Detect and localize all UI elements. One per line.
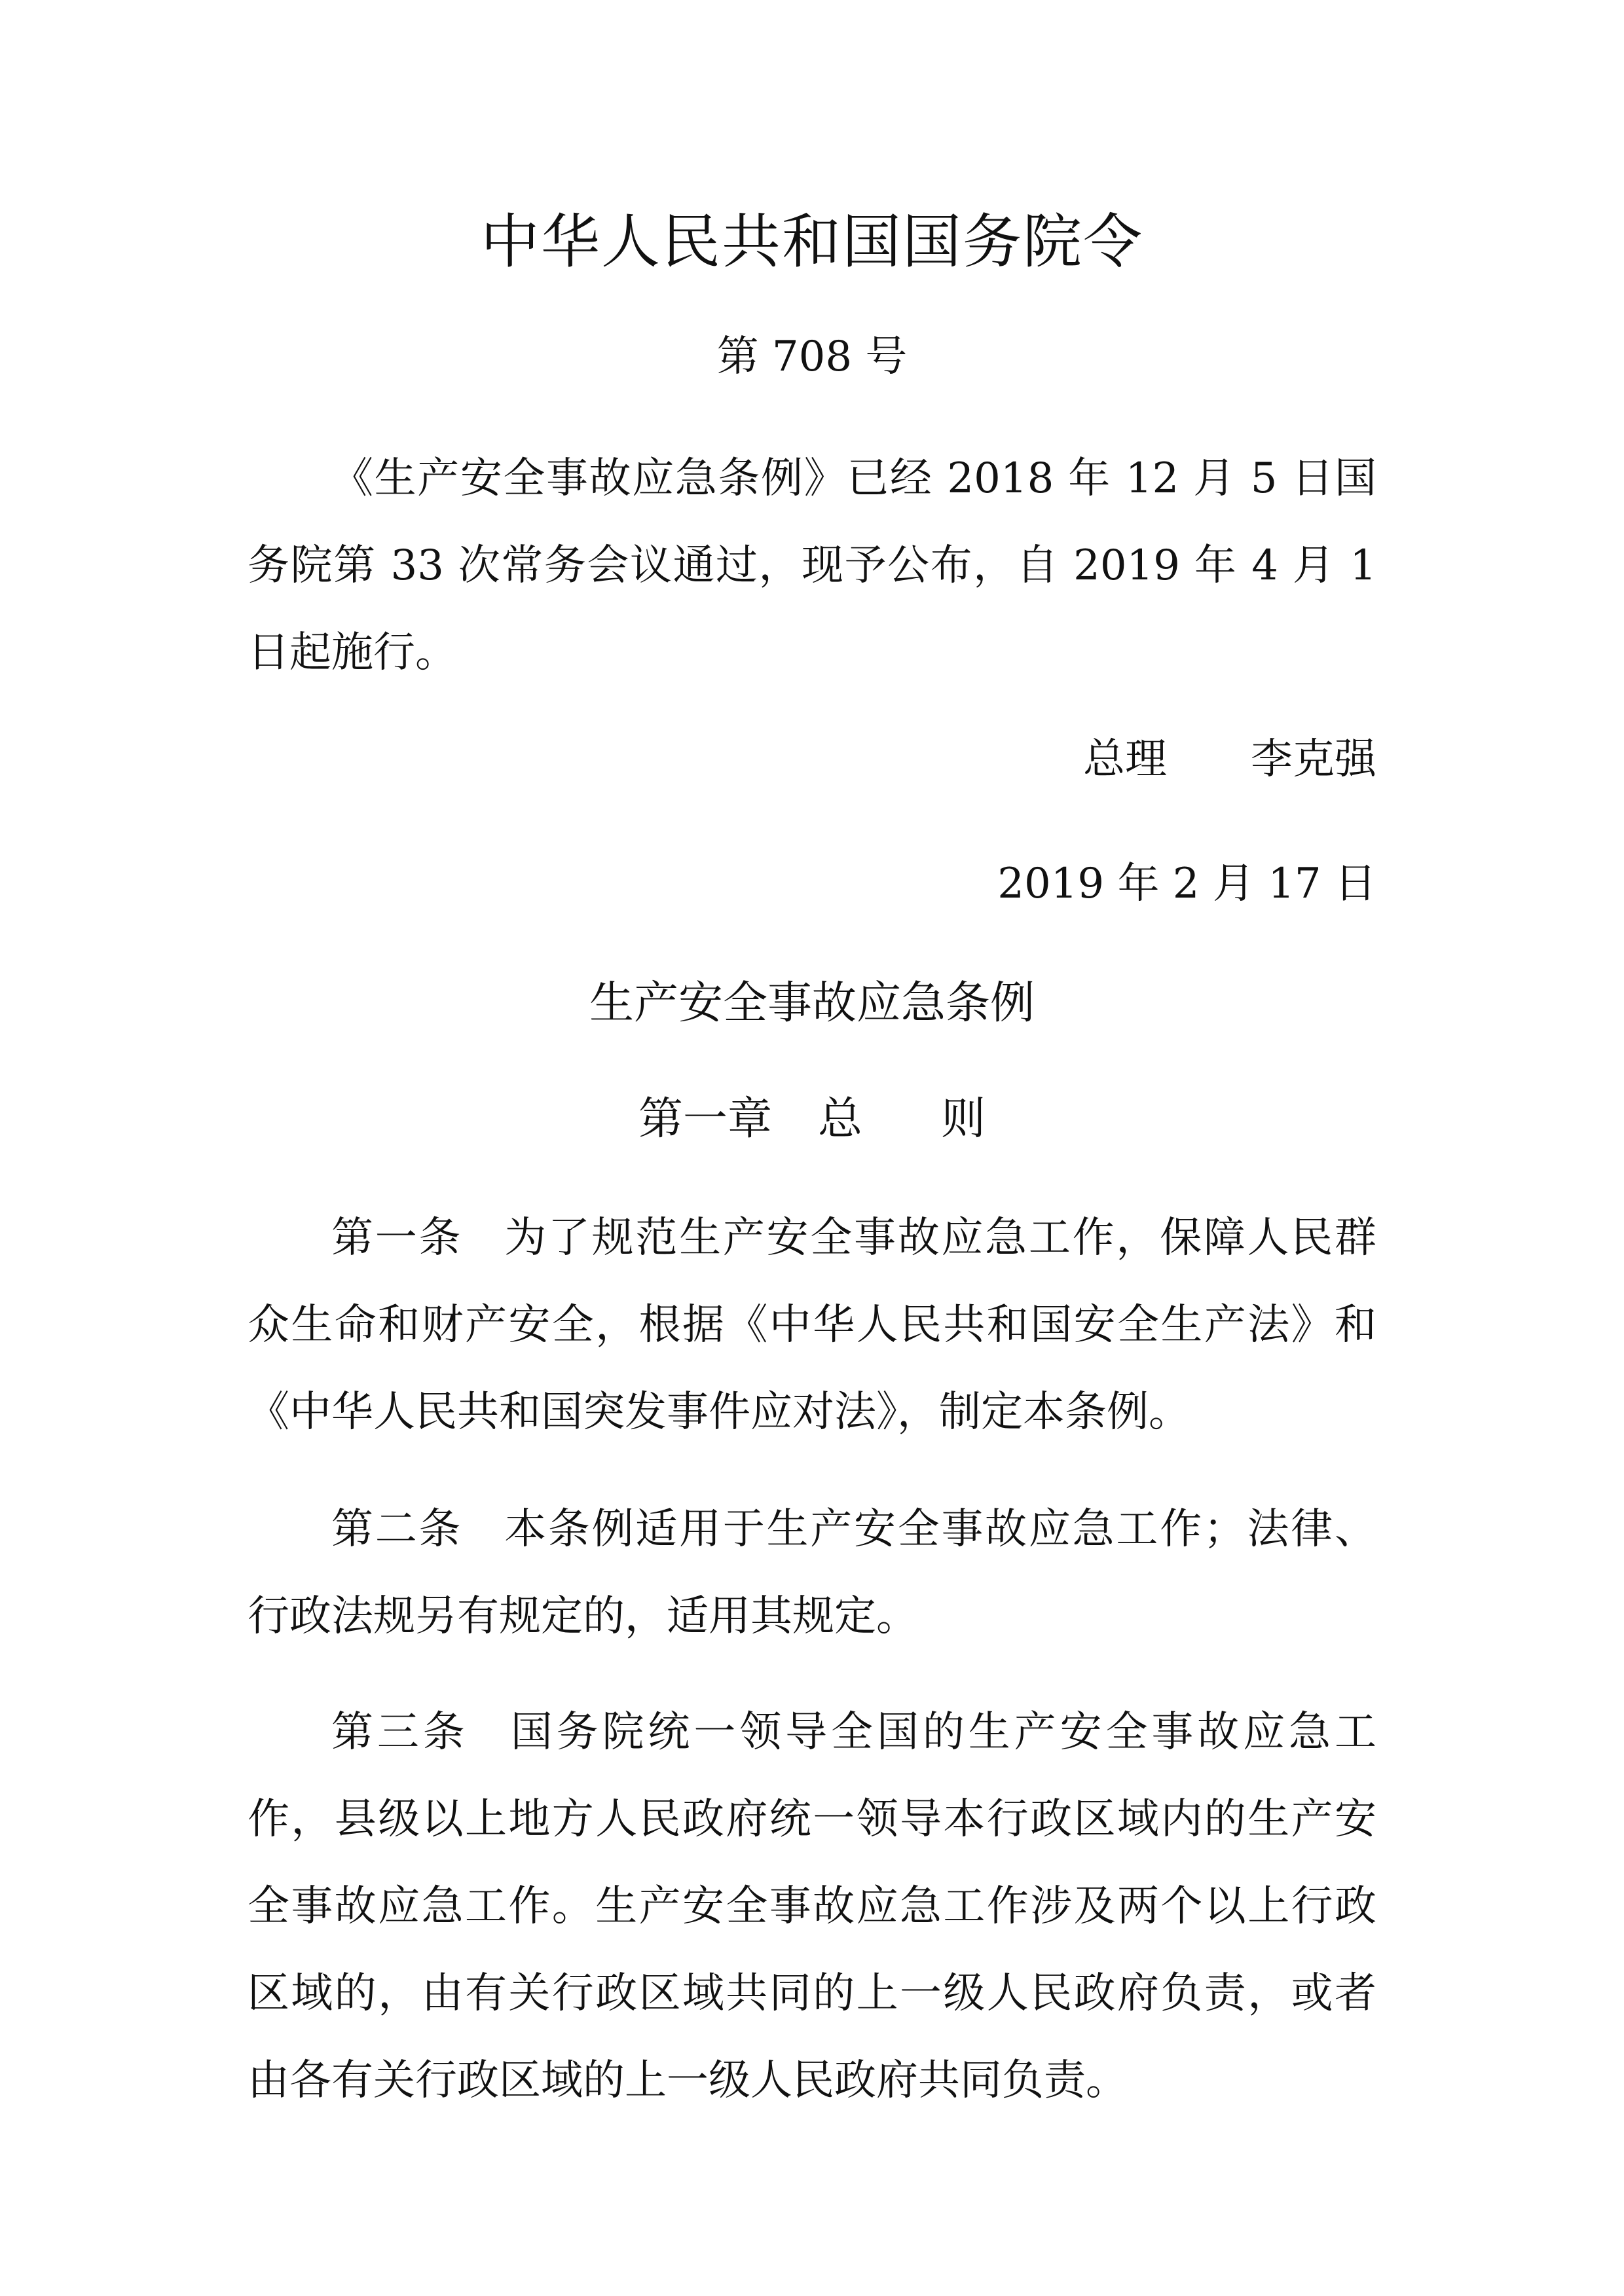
article-text: 为了规范生产安全事故应急工作，保障人民群众生命和财产安全，根据《中华人民共和国安全生产法》和《中华人民共和国突发事件应对法》，制定本条例。: [248, 1214, 1377, 1436]
article-3: [248, 1689, 1376, 2124]
chapter-name-part1: 总: [817, 1093, 862, 1145]
decree-title: 中华人民共和国国务院令: [481, 208, 1143, 276]
decree-date: 2019 年 2 月 17 日: [997, 860, 1376, 908]
article-1: [248, 1195, 1376, 1456]
article-text: 本条例适用于生产安全事故应急工作；法律、行政法规另有规定的，适用其规定。: [248, 1505, 1377, 1641]
article-label: 第二条: [331, 1505, 463, 1554]
article-label: 第三条: [331, 1708, 469, 1757]
signature-line: [1083, 727, 1376, 792]
chapter-heading: [0, 1084, 1624, 1156]
chapter-name-part2: 则: [941, 1093, 986, 1145]
decree-intro-paragraph: 《生产安全事故应急条例》已经 2018 年 12 月 5 日国务院第 33 次常务会议通过，现予公布，自 2019 年 4 月 1 日起施行。: [248, 454, 1376, 677]
signer-name: 李克强: [1251, 735, 1376, 784]
signer-title: 总理: [1083, 735, 1167, 784]
article-text: 国务院统一领导全国的生产安全事故应急工作，县级以上地方人民政府统一领导本行政区域内的生产安全事故应急工作。生产安全事故应急工作涉及两个以上行政区域的，由有关行政区域共同的上一级人民政府负责，或者由各有关行政区域的上一级人民政府共同负责。: [248, 1708, 1377, 2105]
regulation-title: 生产安全事故应急条例: [589, 977, 1035, 1029]
chapter-label: 第一章: [638, 1093, 772, 1145]
decree-number: 第 708 号: [716, 333, 908, 381]
article-label: 第一条: [331, 1214, 463, 1262]
article-2: [248, 1486, 1376, 1660]
